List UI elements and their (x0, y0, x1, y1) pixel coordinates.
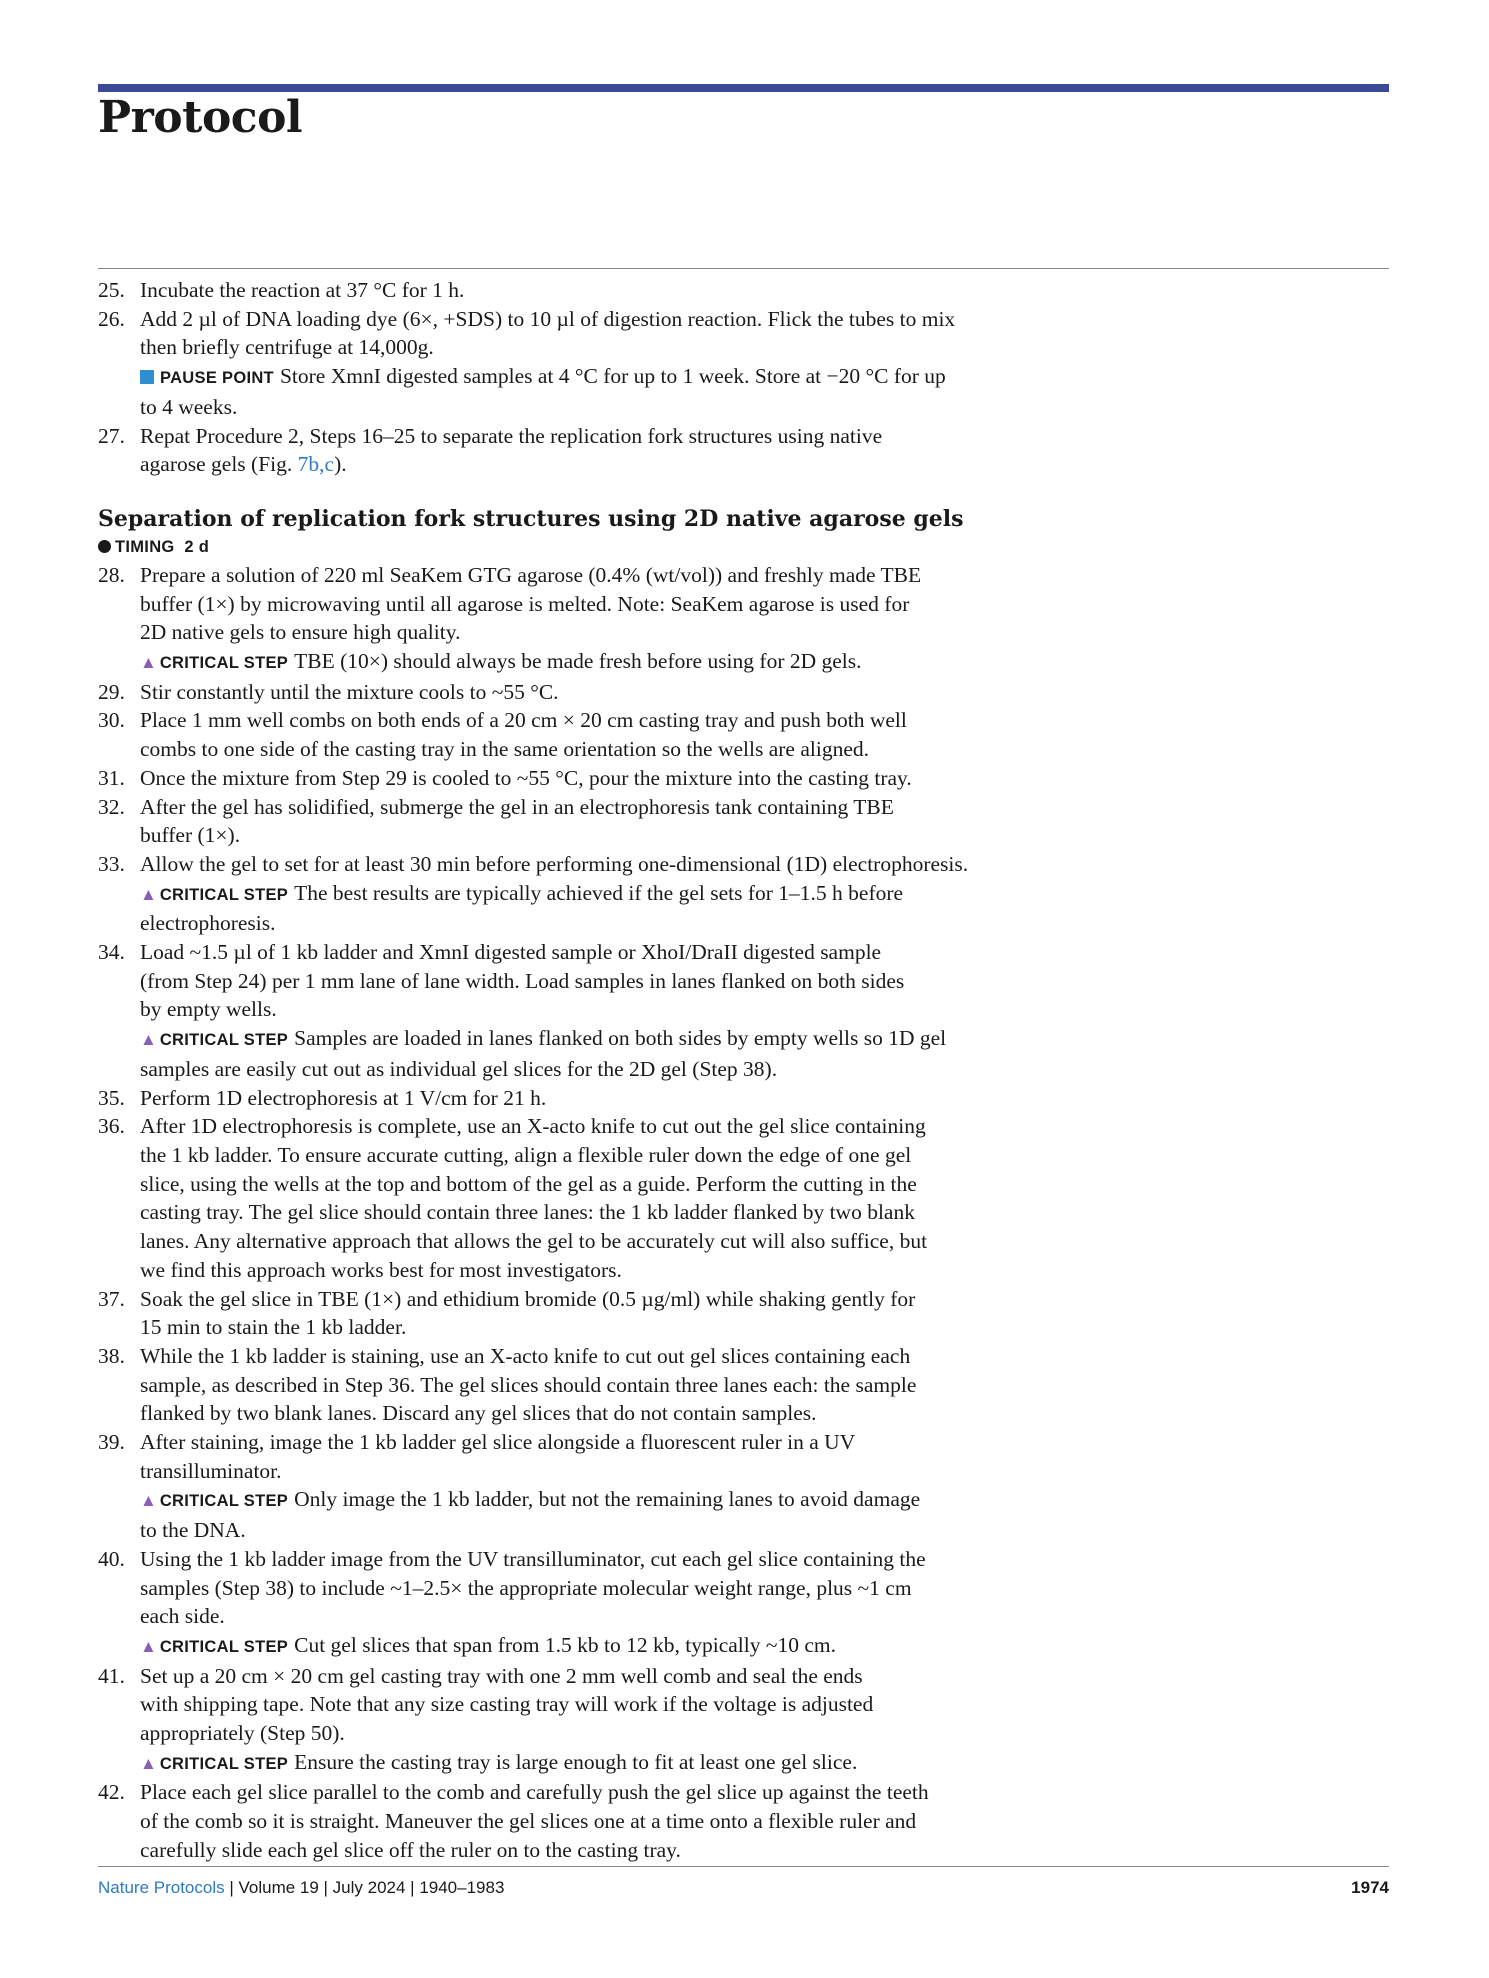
step-number: 42. (98, 1780, 125, 1805)
step-35 (98, 1084, 1098, 1113)
step-34 (98, 938, 1098, 1084)
step-line: transilluminator. (140, 1458, 282, 1483)
step-line: buffer (1×) by microwaving until all agarose is melted. Note: SeaKem agarose is used for (140, 591, 910, 616)
step-line: Place 1 mm well combs on both ends of a 20 cm × 20 cm casting tray and push both well (140, 708, 907, 733)
pause-line-1: Store XmnI digested samples at 4 °C for up to 1 week. Store at −20 °C for up (279, 364, 946, 389)
step-line: appropriately (Step 50). (140, 1721, 345, 1746)
critical-triangle-icon: ▲ (140, 1030, 157, 1050)
critical-step-text: TBE (10×) should always be made fresh before using for 2D gels. (294, 649, 862, 674)
pause-label: PAUSE POINT (160, 369, 274, 388)
step-line: Repat Procedure 2, Steps 16–25 to separate the replication fork structures using native (140, 423, 883, 448)
step-number: 38. (98, 1343, 125, 1368)
step-line: samples (Step 38) to include ~1–2.5× the appropriate molecular weight range, plus ~1 cm (140, 1575, 912, 1600)
step-40 (98, 1545, 1098, 1662)
critical-step-text: to the DNA. (140, 1518, 246, 1543)
step-line: of the comb so it is straight. Maneuver the gel slices one at a time onto a flexible ruler and (140, 1809, 917, 1834)
critical-step-text: The best results are typically achieved if the gel sets for 1–1.5 h before (294, 880, 904, 905)
timing-value: 2 d (184, 537, 210, 556)
pause-line-2: to 4 weeks. (140, 394, 238, 419)
critical-step-label: CRITICAL STEP (159, 1637, 289, 1656)
step-line: After 1D electrophoresis is complete, use an X-acto knife to cut out the gel slice containing (140, 1114, 926, 1139)
critical-step-label: CRITICAL STEP (159, 885, 289, 904)
step-number: 32. (98, 794, 125, 819)
footer-details: | Volume 19 | July 2024 | 1940–1983 (224, 1878, 505, 1897)
critical-step-text: Cut gel slices that span from 1.5 kb to 12 kb, typically ~10 cm. (294, 1632, 836, 1657)
step-line: (from Step 24) per 1 mm lane of lane width. Load samples in lanes flanked on both sides (140, 968, 905, 993)
step-number: 31. (98, 765, 125, 790)
footer-divider (98, 1866, 1389, 1867)
header-accent-bar (98, 84, 1389, 92)
step-line: agarose gels (Fig. (140, 452, 298, 477)
step-line: slice, using the wells at the top and bottom of the gel as a guide. Perform the cutting in the (140, 1171, 917, 1196)
step-line: Using the 1 kb ladder image from the UV transilluminator, cut each gel slice containing the (140, 1546, 926, 1571)
step-line: by empty wells. (140, 997, 277, 1022)
step-line: Place each gel slice parallel to the comb and carefully push the gel slice up against the teeth (140, 1780, 929, 1805)
critical-step-text: Only image the 1 kb ladder, but not the remaining lanes to avoid damage (294, 1487, 921, 1512)
step-line: Add 2 µl of DNA loading dye (6×, +SDS) to 10 µl of digestion reaction. Flick the tubes to mix (140, 306, 956, 331)
page-header-title: Protocol (98, 92, 303, 143)
step-number: 40. (98, 1546, 125, 1571)
step-line: Set up a 20 cm × 20 cm gel casting tray with one 2 mm well comb and seal the ends (140, 1663, 863, 1688)
step-36 (98, 1112, 1098, 1284)
step-line: we find this approach works best for most investigators. (140, 1257, 622, 1282)
step-line: flanked by two blank lanes. Discard any gel slices that do not contain samples. (140, 1401, 817, 1426)
footer-journal[interactable]: Nature Protocols (98, 1878, 225, 1897)
step-line: Once the mixture from Step 29 is cooled to ~55 °C, pour the mixture into the casting tray. (140, 765, 912, 790)
timing-line (98, 534, 1098, 561)
step-number: 28. (98, 562, 125, 587)
figure-link[interactable]: 7b,c (297, 452, 335, 477)
critical-triangle-icon: ▲ (140, 1753, 157, 1773)
timing-dot-icon (98, 540, 111, 553)
step-27 (98, 422, 1098, 479)
step-number: 35. (98, 1085, 125, 1110)
step-line: lanes. Any alternative approach that allows the gel to be accurately cut will also suffice, but (140, 1229, 928, 1254)
header-divider (98, 268, 1389, 269)
step-line: 15 min to stain the 1 kb ladder. (140, 1315, 407, 1340)
step-number: 30. (98, 708, 125, 733)
step-line: with shipping tape. Note that any size casting tray will work if the voltage is adjusted (140, 1692, 874, 1717)
step-number: 39. (98, 1430, 125, 1455)
step-number: 37. (98, 1286, 125, 1311)
step-number: 36. (98, 1114, 125, 1139)
critical-step-text: electrophoresis. (140, 911, 276, 936)
step-line: each side. (140, 1604, 225, 1629)
step-line: While the 1 kb ladder is staining, use an X-acto knife to cut out gel slices containing each (140, 1343, 911, 1368)
step-number: 25. (98, 278, 125, 302)
section-title: Separation of replication fork structures using 2D native agarose gels (98, 505, 964, 532)
step-line: 2D native gels to ensure high quality. (140, 620, 461, 645)
critical-step-label: CRITICAL STEP (159, 1754, 289, 1773)
step-line: Stir constantly until the mixture cools to ~55 °C. (140, 679, 559, 704)
step-line: Incubate the reaction at 37 °C for 1 h. (140, 278, 465, 302)
step-line: Allow the gel to set for at least 30 min before performing one-dimensional (1D) electrophoresis. (140, 851, 969, 876)
step-line: casting tray. The gel slice should contain three lanes: the 1 kb ladder flanked by two blank (140, 1200, 915, 1225)
critical-step-text: Samples are loaded in lanes flanked on both sides by empty wells so 1D gel (294, 1026, 947, 1051)
step-line: combs to one side of the casting tray in the same orientation so the wells are aligned. (140, 737, 870, 762)
article-body (98, 276, 1098, 1865)
step-line: After the gel has solidified, submerge the gel in an electrophoresis tank containing TBE (140, 794, 894, 819)
critical-triangle-icon: ▲ (140, 1491, 157, 1511)
step-line: buffer (1×). (140, 823, 241, 848)
step-25 (98, 276, 1098, 305)
step-line: Load ~1.5 µl of 1 kb ladder and XmnI digested sample or XhoI/DraII digested sample (140, 940, 882, 965)
step-number: 29. (98, 679, 125, 704)
critical-triangle-icon: ▲ (140, 1636, 157, 1656)
step-41 (98, 1662, 1098, 1779)
step-number: 27. (98, 423, 125, 448)
step-line: carefully slide each gel slice off the ruler on to the casting tray. (140, 1837, 681, 1862)
step-number: 34. (98, 940, 125, 965)
step-line: Prepare a solution of 220 ml SeaKem GTG agarose (0.4% (wt/vol)) and freshly made TBE (140, 562, 922, 587)
footer-page-number: 1974 (1351, 1878, 1389, 1897)
step-31 (98, 764, 1098, 793)
step-28 (98, 561, 1098, 678)
step-30 (98, 706, 1098, 763)
step-33 (98, 850, 1098, 938)
step-line: ). (334, 452, 347, 477)
step-line: the 1 kb ladder. To ensure accurate cutting, align a flexible ruler down the edge of one gel (140, 1142, 912, 1167)
step-37 (98, 1285, 1098, 1342)
critical-step-label: CRITICAL STEP (159, 654, 289, 673)
pause-square-icon (140, 370, 154, 384)
step-42 (98, 1778, 1098, 1864)
step-38 (98, 1342, 1098, 1428)
page-footer (98, 1878, 1389, 1898)
step-26 (98, 305, 1098, 362)
critical-step-label: CRITICAL STEP (159, 1031, 289, 1050)
critical-step-text: samples are easily cut out as individual gel slices for the 2D gel (Step 38). (140, 1056, 778, 1081)
step-32 (98, 793, 1098, 850)
step-39 (98, 1428, 1098, 1545)
critical-step-text: Ensure the casting tray is large enough to fit at least one gel slice. (294, 1749, 858, 1774)
step-number: 33. (98, 851, 125, 876)
step-line: sample, as described in Step 36. The gel slices should contain three lanes each: the sample (140, 1372, 917, 1397)
step-line: then briefly centrifuge at 14,000g. (140, 335, 434, 360)
pause-point-note (98, 362, 1098, 421)
critical-triangle-icon: ▲ (140, 653, 157, 673)
step-line: After staining, image the 1 kb ladder gel slice alongside a fluorescent ruler in a UV (140, 1430, 856, 1455)
step-29 (98, 678, 1098, 707)
step-line: Soak the gel slice in TBE (1×) and ethidium bromide (0.5 µg/ml) while shaking gently for (140, 1286, 916, 1311)
critical-triangle-icon: ▲ (140, 884, 157, 904)
step-number: 41. (98, 1663, 125, 1688)
critical-step-label: CRITICAL STEP (159, 1492, 289, 1511)
timing-label: TIMING (115, 537, 175, 556)
step-line: Perform 1D electrophoresis at 1 V/cm for 21 h. (140, 1085, 547, 1110)
step-number: 26. (98, 306, 125, 331)
